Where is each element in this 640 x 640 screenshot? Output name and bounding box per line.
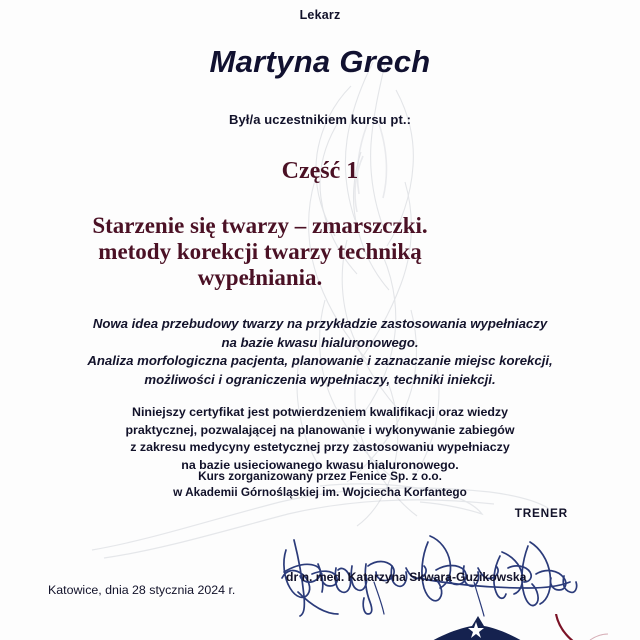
certificate-statement-line: z zakresu medycyny estetycznej przy zastosowaniu wypełniaczy — [130, 440, 510, 454]
issue-place-date: Katowice, dnia 28 stycznia 2024 r. — [48, 583, 236, 597]
course-description-line: możliwości i ograniczenia wypełniaczy, techniki iniekcji. — [144, 371, 496, 387]
course-description — [0, 315, 640, 389]
organizer-line: Kurs zorganizowany przez Fenice Sp. z o.o. — [198, 469, 442, 483]
course-description-line: Analiza morfologiczna pacjenta, planowanie i zaznaczanie miejsc korekcji, — [87, 353, 553, 368]
participation-label: Był/a uczestnikiem kursu pt.: — [228, 112, 412, 127]
organization-logo-icon — [430, 614, 620, 640]
organizer-info — [0, 469, 640, 500]
course-title-line: Starzenie się twarzy – zmarszczki. — [92, 213, 428, 238]
signer-name: dr n. med. Katarzyna Skwara-Guzikowska — [286, 570, 527, 584]
course-title — [0, 213, 520, 291]
course-title-line: metody korekcji twarzy techniką — [98, 239, 422, 264]
certificate-statement — [0, 404, 640, 474]
trainer-label: TRENER — [514, 506, 568, 520]
course-description-line: na bazie kwasu hialuronowego. — [221, 334, 419, 350]
recipient-name: Martyna Grech — [209, 44, 431, 79]
certificate-statement-line: na bazie usieciowanego kwasu hialuronowego. — [181, 457, 459, 472]
recipient-role-label: Lekarz — [299, 8, 341, 22]
course-part-label: Część 1 — [281, 158, 359, 184]
organizer-line: w Akademii Górnośląskiej im. Wojciecha Korfantego — [173, 484, 467, 499]
certificate-statement-line: praktycznej, pozwalającej na planowanie i wykonywanie zabiegów — [125, 422, 515, 437]
course-title-line: wypełniania. — [197, 265, 323, 290]
certificate-statement-line: Niniejszy certyfikat jest potwierdzeniem kwalifikacji oraz wiedzy — [132, 405, 508, 419]
course-description-line: Nowa idea przebudowy twarzy na przykładzie zastosowania wypełniaczy — [92, 316, 548, 331]
